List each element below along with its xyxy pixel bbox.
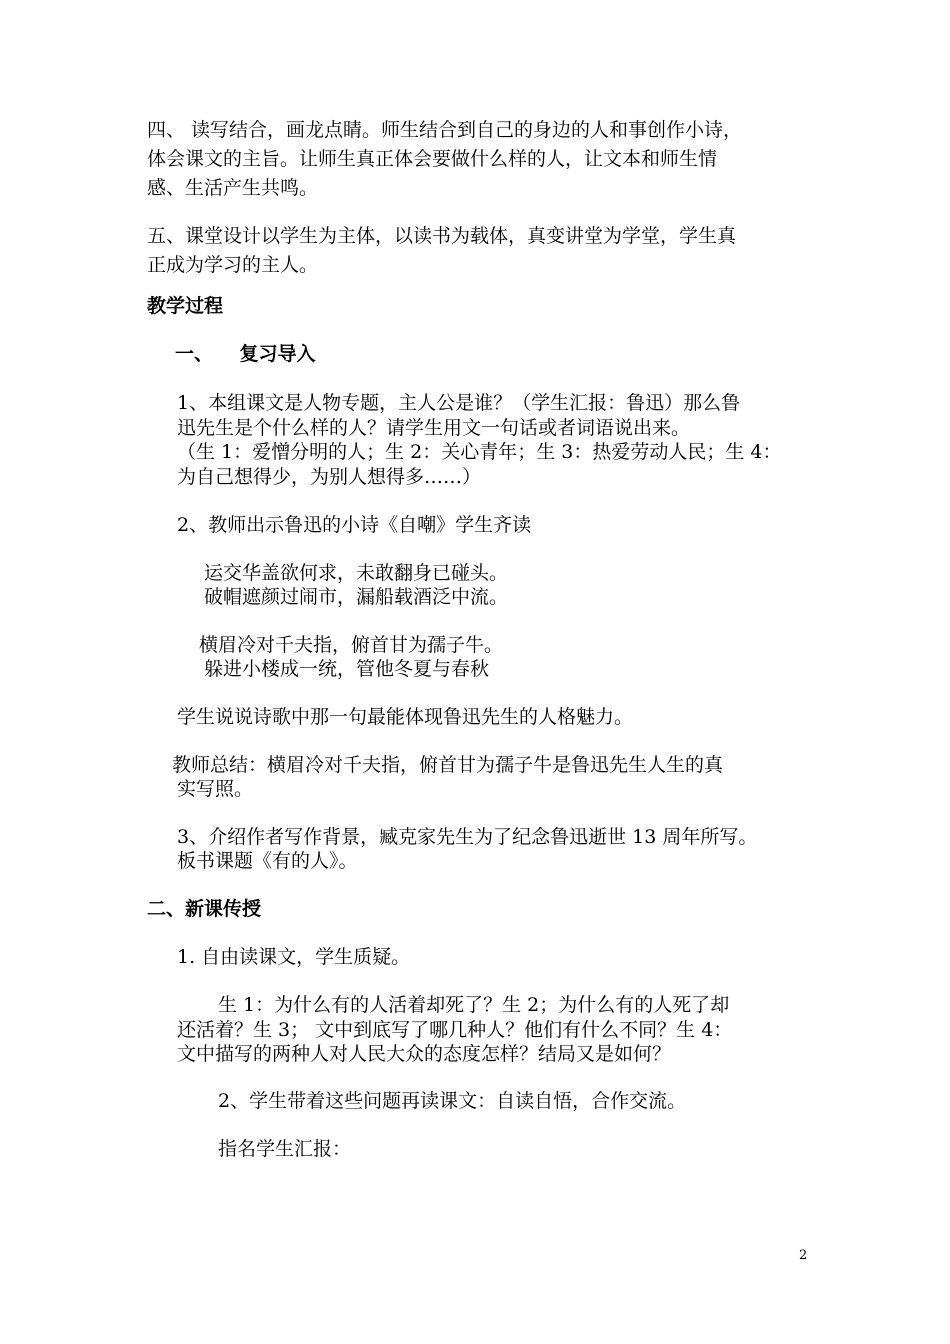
- text-line: 指名学生汇报：: [218, 1138, 352, 1160]
- poem-line: 躲进小楼成一统，管他冬夏与春秋: [204, 658, 490, 680]
- text-line: 体会课文的主旨。让师生真正体会要做什么样的人，让文本和师生情: [147, 148, 718, 170]
- text-line: 感、生活产生共鸣。: [147, 177, 319, 199]
- text-line: 四、 读写结合，画龙点睛。师生结合到自己的身边的人和事创作小诗，: [147, 119, 743, 141]
- text-line: 1、本组课文是人物专题，主人公是谁？（学生汇报：鲁迅）那么鲁: [177, 392, 741, 414]
- text-line: 学生说说诗歌中那一句最能体现鲁迅先生的人格魅力。: [177, 706, 634, 728]
- text-line: 教师总结：横眉冷对千夫指，俯首甘为孺子牛是鲁迅先生人生的真: [172, 754, 724, 776]
- text-line: 文中描写的两种人对人民大众的态度怎样？结局又是如何？: [177, 1043, 672, 1065]
- section-heading: 教学过程: [147, 295, 224, 317]
- poem-line: 运交华盖欲何求，未敢翻身已碰头。: [204, 562, 509, 584]
- poem-line: 横眉冷对千夫指，俯首甘为孺子牛。: [199, 634, 504, 656]
- text-line: 2、教师出示鲁迅的小诗《自嘲》学生齐读: [177, 514, 532, 536]
- text-line: 还活着？生 3； 文中到底写了哪几种人？他们有什么不同？生 4：: [177, 1019, 733, 1041]
- text-line: 2、学生带着这些问题再读课文：自读自悟，合作交流。: [218, 1090, 687, 1112]
- text-line: 为自己想得少，为别人想得多……）: [177, 466, 482, 488]
- poem-line: 破帽遮颜过闹市，漏船载酒泛中流。: [204, 586, 509, 608]
- text-line: 3、介绍作者写作背景，臧克家先生为了纪念鲁迅逝世 13 周年所写。: [177, 826, 758, 848]
- subsection-heading: 一、 复习导入: [175, 343, 316, 365]
- section-heading: 二、新课传授: [147, 898, 262, 920]
- text-line: 生 1：为什么有的人活着却死了？生 2；为什么有的人死了却: [218, 994, 730, 1016]
- text-line: （生 1：爱憎分明的人；生 2：关心青年；生 3：热爱劳动人民；生 4：: [177, 441, 782, 463]
- text-line: 实写照。: [177, 778, 254, 800]
- page-number: 2: [799, 1248, 808, 1263]
- text-line: 正成为学习的主人。: [147, 254, 319, 276]
- text-line: 五、课堂设计以学生为主体，以读书为载体，真变讲堂为学堂，学生真: [147, 225, 737, 247]
- text-line: 迅先生是个什么样的人？请学生用文一句话或者词语说出来。: [177, 417, 691, 439]
- text-line: 1. 自由读课文，学生质疑。: [177, 946, 411, 968]
- text-line: 板书课题《有的人》。: [177, 850, 358, 872]
